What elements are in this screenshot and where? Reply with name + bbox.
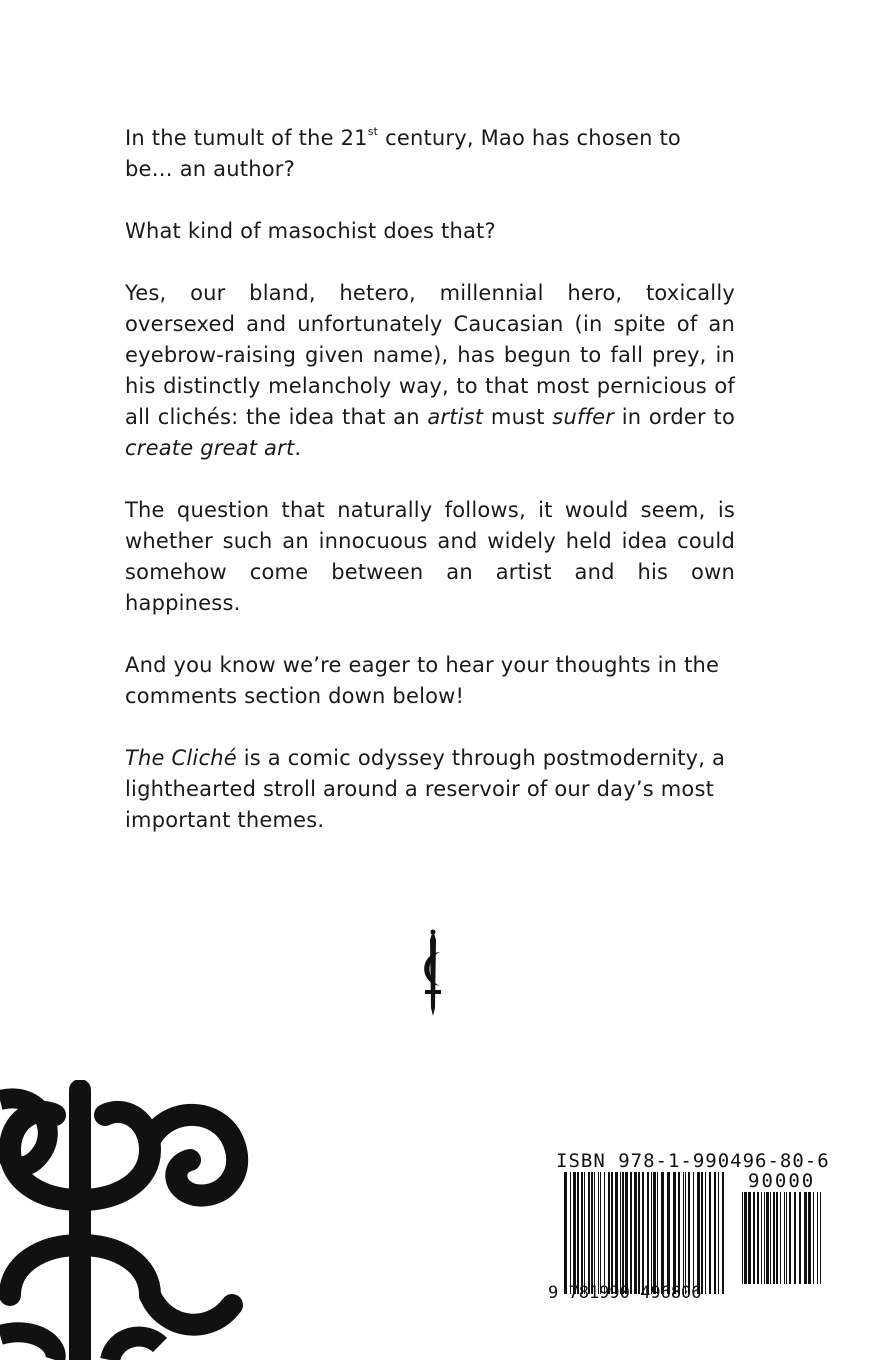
paragraph-4: The question that naturally follows, it would seem, is whether such an innocuous and widely held idea could somehow come between an artist and his own happiness. <box>125 498 735 615</box>
paragraph-1 <box>125 123 735 185</box>
p3-italic-artist: artist <box>427 405 484 429</box>
addon-barcode-bars <box>742 1192 822 1284</box>
price-code: 90000 <box>748 1170 816 1192</box>
p1-text-b: century, Mao has chosen to be… an author? <box>125 126 681 181</box>
p1-text-a: In the tumult of the 21 <box>125 126 368 150</box>
paragraph-6 <box>125 743 735 836</box>
isbn-barcode <box>548 1150 828 1310</box>
p3-text-d: . <box>294 436 302 460</box>
p3-text-a: Yes, our bland, hetero, millennial hero, toxically oversexed and unfortunately Caucasian (in spite of an eyebrow-raising given name), has begun to fall prey, in his distinctly melancholy way, to that most pernicious of all clichés: the idea that an <box>125 281 735 429</box>
paragraph-2: What kind of masochist does that? <box>125 219 496 243</box>
paragraph-3 <box>125 278 735 464</box>
book-title-italic: The Cliché <box>125 746 237 770</box>
p3-text-c: in order to <box>614 405 735 429</box>
barcode-digits: 9 781990 496806 <box>548 1283 702 1303</box>
scroll-ornament-icon <box>0 1080 260 1360</box>
dagger-crescent-icon <box>410 928 456 1020</box>
p6-text: is a comic odyssey through postmodernity, a lighthearted stroll around a reservoir of our day’s most important themes. <box>125 746 726 832</box>
p3-italic-create: create great art <box>125 436 295 460</box>
back-cover-blurb <box>125 123 735 867</box>
p1-superscript: st <box>367 125 379 138</box>
isbn-label: ISBN 978-1-990496-80-6 <box>556 1150 830 1172</box>
p3-text-b: must <box>483 405 553 429</box>
paragraph-5: And you know we’re eager to hear your thoughts in the comments section down below! <box>125 653 720 708</box>
p3-italic-suffer: suffer <box>552 405 615 429</box>
barcode-bars <box>564 1172 724 1294</box>
